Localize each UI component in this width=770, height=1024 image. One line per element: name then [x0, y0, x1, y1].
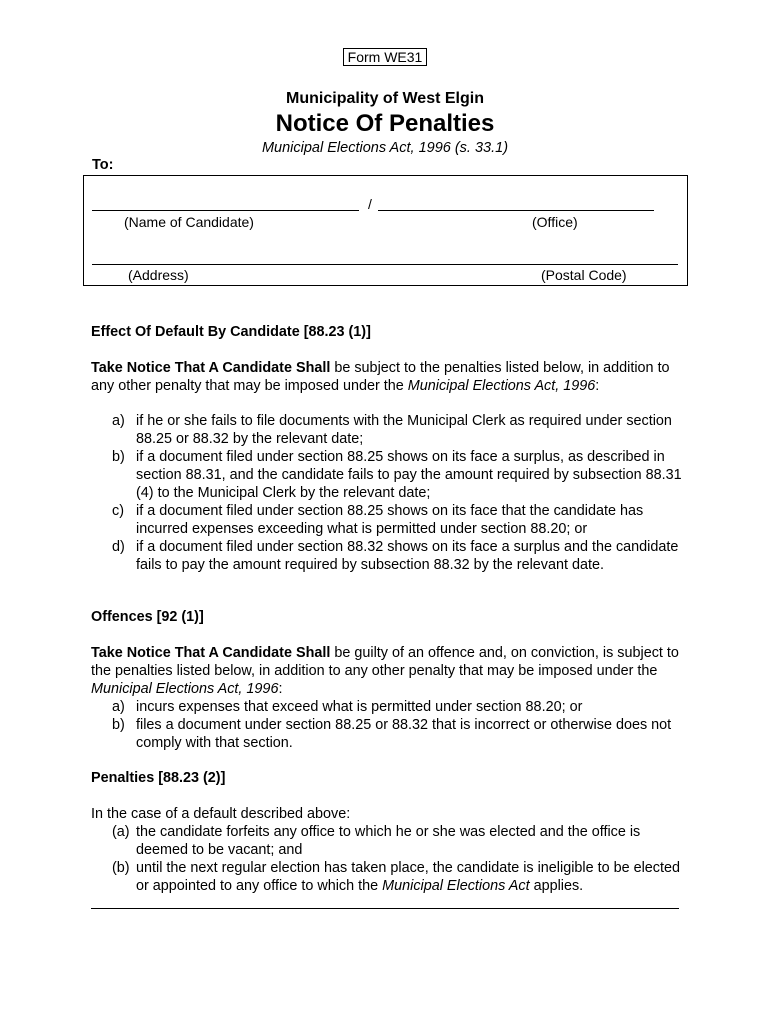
list-item-text: the candidate forfeits any office to which he or she was elected and the office is deemed to be vacant; and — [136, 824, 641, 858]
intro-act-title: Municipal Elections Act, 1996 — [407, 378, 596, 394]
postal-code-caption: (Postal Code) — [541, 267, 627, 283]
list-item-text: if a document filed under section 88.25 shows on its face that the candidate has incurred expenses exceeding what is permitted under section 88.20; or — [136, 503, 644, 537]
candidate-name-line — [92, 210, 359, 211]
list-marker: b) — [112, 449, 125, 465]
act-reference: Municipal Elections Act, 1996 (s. 33.1) — [261, 140, 509, 156]
intro-bold: Take Notice That A Candidate Shall — [91, 645, 331, 661]
list-item-text: if a document filed under section 88.32 shows on its face a surplus and the candidate fails to pay the amount required by subsection 88.32 by the relevant date. — [136, 539, 679, 573]
list-item-text — [136, 859, 692, 895]
section-heading-penalties: Penalties [88.23 (2)] — [91, 770, 226, 786]
list-marker: a) — [112, 699, 125, 715]
to-label: To: — [92, 157, 114, 173]
list-marker: a) — [112, 413, 125, 429]
section-intro-effect-of-default — [91, 359, 691, 395]
intro-text: be guilty of an offence and, on conviction, is subject to the penalties listed below, in addition to any other penalty that may be imposed under the — [91, 645, 679, 679]
section-heading-effect-of-default: Effect Of Default By Candidate [88.23 (1)] — [91, 324, 371, 340]
list-marker: d) — [112, 539, 125, 555]
page-title: Notice Of Penalties — [275, 110, 495, 137]
list-marker: b) — [112, 717, 125, 733]
item-text-end: applies. — [529, 878, 584, 894]
municipality-name: Municipality of West Elgin — [286, 90, 484, 107]
list-item-text: if he or she fails to file documents with the Municipal Clerk as required under section 88.25 or 88.32 by the relevant date; — [136, 413, 672, 447]
intro-bold: Take Notice That A Candidate Shall — [91, 360, 331, 376]
list-item — [112, 448, 692, 502]
list-item-text: incurs expenses that exceed what is permitted under section 88.20; or — [136, 699, 583, 715]
intro-text: be subject to the penalties listed below, in addition to any other penalty that may be imposed under the — [91, 360, 670, 394]
name-office-separator: / — [368, 196, 372, 212]
address-caption: (Address) — [128, 267, 189, 283]
list-marker: (b) — [112, 860, 130, 876]
list-item — [112, 716, 692, 752]
address-line — [92, 264, 678, 265]
item-text-part: until the next regular election has taken place, the candidate is ineligible to be elected or appointed to any office to which the — [136, 860, 681, 894]
intro-end: : — [595, 378, 600, 394]
section-intro-penalties: In the case of a default described above: — [91, 806, 351, 822]
list-item — [112, 502, 692, 538]
item-act-title: Municipal Elections Act — [382, 878, 530, 894]
list-item — [112, 538, 692, 574]
section-heading-offences: Offences [92 (1)] — [91, 609, 204, 625]
office-line — [378, 210, 654, 211]
form-code: Form WE31 — [343, 48, 427, 66]
intro-end: : — [278, 681, 283, 697]
list-marker: c) — [112, 503, 124, 519]
list-item — [112, 823, 692, 859]
list-item-text: files a document under section 88.25 or 88.32 that is incorrect or otherwise does not comply with that section. — [136, 717, 672, 751]
list-item — [112, 698, 692, 716]
list-item — [112, 859, 692, 895]
list-item-text: if a document filed under section 88.25 shows on its face a surplus, as described in section 88.31, and the candidate fails to pay the amount required by subsection 88.31 (4) to the Municipal Clerk by the relevant date; — [136, 449, 682, 501]
bottom-rule — [91, 908, 679, 909]
list-item — [112, 412, 692, 448]
section-intro-offences — [91, 644, 691, 698]
candidate-name-caption: (Name of Candidate) — [124, 214, 254, 230]
list-marker: (a) — [112, 824, 130, 840]
office-caption: (Office) — [532, 214, 578, 230]
intro-act-title: Municipal Elections Act, 1996 — [91, 681, 279, 697]
